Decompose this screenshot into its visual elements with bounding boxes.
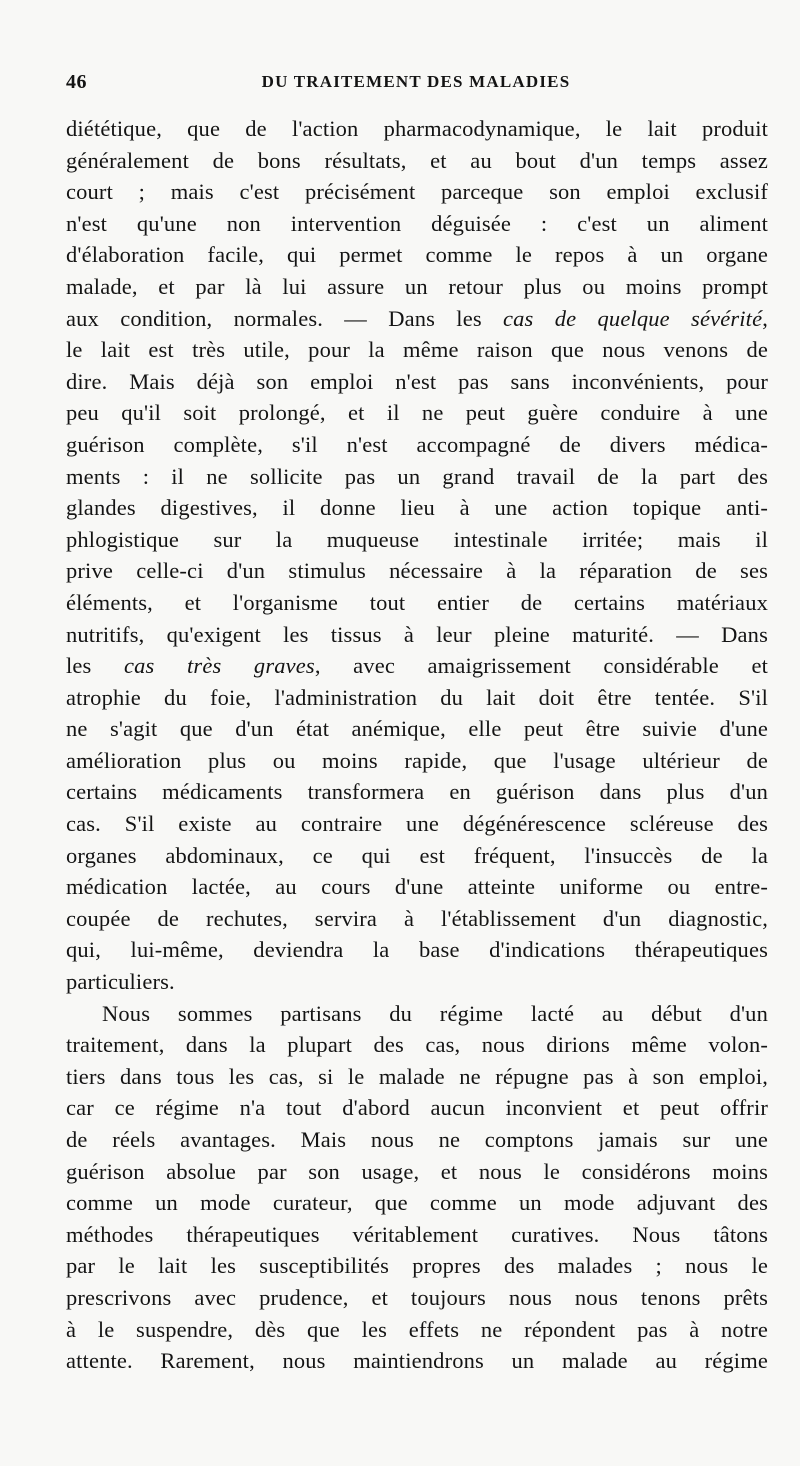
text-line: certains médicaments transformera en guérison dans plus d'un bbox=[66, 779, 768, 805]
text-line: à le suspendre, dès que les effets ne répondent pas à notre bbox=[66, 1316, 768, 1342]
running-head: DU TRAITEMENT DES MALADIES bbox=[261, 72, 571, 91]
text-line: comme un mode curateur, que comme un mode adjuvant des bbox=[66, 1190, 768, 1216]
text-line: diététique, que de l'action pharmacodynamique, le lait produit bbox=[66, 116, 768, 141]
text-line: par le lait les susceptibilités propres des malades ; nous le bbox=[66, 1253, 768, 1279]
text-line: qui, lui-même, deviendra la base d'indications thérapeutiques bbox=[66, 937, 768, 963]
text-line: peu qu'il soit prolongé, et il ne peut guère conduire à une bbox=[66, 400, 768, 426]
page-number: 46 bbox=[66, 71, 87, 93]
text-line: atrophie du foie, l'administration du lait doit être tentée. S'il bbox=[66, 684, 768, 710]
text-line: généralement de bons résultats, et au bout d'un temps assez bbox=[66, 147, 768, 173]
text-line: traitement, dans la plupart des cas, nous dirions même volon- bbox=[66, 1032, 768, 1058]
text-line: ne s'agit que d'un état anémique, elle peut être suivie d'une bbox=[66, 716, 768, 742]
text-line: éléments, et l'organisme tout entier de certains matériaux bbox=[66, 589, 768, 615]
text-line: attente. Rarement, nous maintiendrons un malade au régime bbox=[66, 1348, 768, 1374]
text-line: malade, et par là lui assure un retour plus ou moins prompt bbox=[66, 273, 768, 299]
text-line: prescrivons avec prudence, et toujours nous nous tenons prêts bbox=[66, 1284, 768, 1310]
text-line: d'élaboration facile, qui permet comme le repos à un organe bbox=[66, 242, 768, 268]
text-line: glandes digestives, il donne lieu à une action topique anti- bbox=[66, 495, 768, 521]
text-span: aux condition, normales. — Dans les bbox=[66, 305, 504, 331]
text-span: , bbox=[762, 305, 768, 331]
text-line: car ce régime n'a tout d'abord aucun inconvient et peut offrir bbox=[66, 1095, 768, 1121]
text-line: méthodes thérapeutiques véritablement curatives. Nous tâtons bbox=[66, 1221, 768, 1247]
text-line: tiers dans tous les cas, si le malade ne répugne pas à son emploi, bbox=[66, 1063, 768, 1089]
text-line: court ; mais c'est précisément parceque son emploi exclusif bbox=[66, 179, 768, 205]
text-line: n'est qu'une non intervention déguisée : c'est un aliment bbox=[66, 210, 768, 236]
text-line bbox=[66, 650, 768, 682]
text-line: dire. Mais déjà son emploi n'est pas sans inconvénients, pour bbox=[66, 368, 768, 394]
text-line: particuliers. bbox=[66, 969, 175, 995]
text-line: organes abdominaux, ce qui est fréquent, l'insuccès de la bbox=[66, 842, 768, 868]
text-line: ments : il ne sollicite pas un grand travail de la part des bbox=[66, 463, 768, 489]
italic-phrase: cas de quelque sévérité bbox=[503, 305, 763, 331]
text-line: médication lactée, au cours d'une atteinte uniforme ou entre- bbox=[66, 874, 768, 900]
italic-phrase: cas très graves bbox=[124, 653, 315, 679]
text-line: cas. S'il existe au contraire une dégénérescence scléreuse des bbox=[66, 811, 768, 837]
text-span: les bbox=[66, 653, 125, 679]
text-line: phlogistique sur la muqueuse intestinale irritée; mais il bbox=[66, 526, 768, 552]
text-line: Nous sommes partisans du régime lacté au début d'un bbox=[102, 1000, 768, 1026]
text-line: le lait est très utile, pour la même raison que nous venons de bbox=[66, 337, 768, 363]
text-line: nutritifs, qu'exigent les tissus à leur pleine maturité. — Dans bbox=[66, 621, 768, 647]
text-line: amélioration plus ou moins rapide, que l'usage ultérieur de bbox=[66, 747, 768, 773]
text-line bbox=[66, 303, 768, 335]
text-span: , avec amaigrissement considérable et bbox=[314, 653, 768, 679]
body-text bbox=[66, 113, 768, 1377]
text-line: de réels avantages. Mais nous ne comptons jamais sur une bbox=[66, 1127, 768, 1152]
text-line: guérison absolue par son usage, et nous le considérons moins bbox=[66, 1158, 768, 1184]
text-line: guérison complète, s'il n'est accompagné de divers médica- bbox=[66, 431, 768, 457]
page-header bbox=[66, 71, 766, 101]
text-line: coupée de rechutes, servira à l'établissement d'un diagnostic, bbox=[66, 905, 768, 931]
text-line: prive celle-ci d'un stimulus nécessaire à la réparation de ses bbox=[66, 558, 768, 584]
